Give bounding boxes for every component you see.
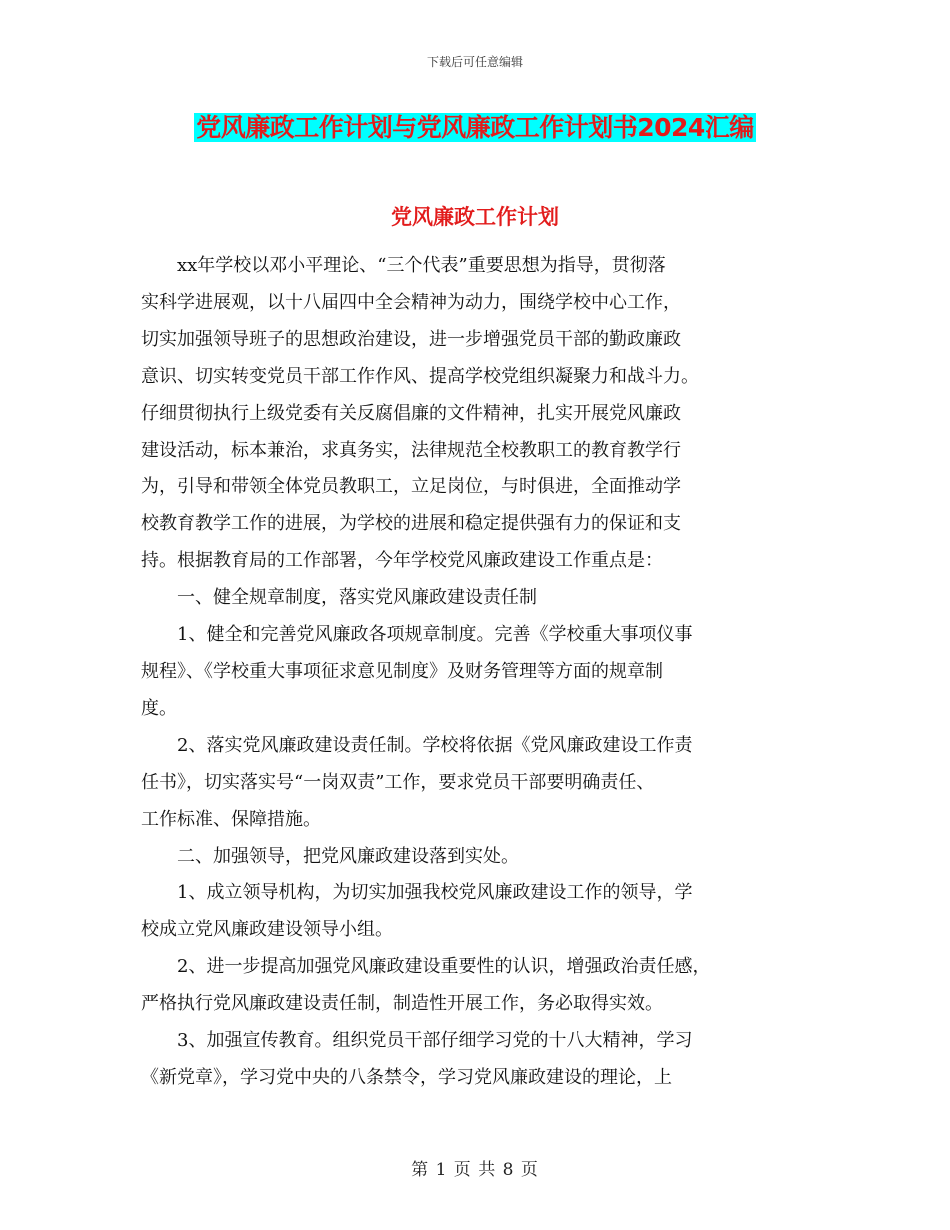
body-line: 校成立党风廉政建设领导小组。 [141,919,393,941]
body-line: 《新党章》，学习党中央的八条禁令，学习党风廉政建设的理论，上 [141,1066,672,1088]
document-title-text: 党风廉政工作计划与党风廉政工作计划书2024汇编 [196,113,754,142]
body-line: 工作标准、保障措施。 [141,808,321,830]
page-number: 第 1 页 共 8 页 [411,1160,539,1180]
body-line: 度。 [141,697,177,719]
body-line: 2、落实党风廉政建设责任制。学校将依据《党风廉政建设工作责 [141,734,693,756]
body-line: 持。根据教育局的工作部署，今年学校党风廉政建设工作重点是： [141,550,663,572]
document-title [0,110,950,146]
body-line: 规程》、《学校重大事项征求意见制度》及财务管理等方面的规章制 [141,660,663,682]
body-line: 1、健全和完善党风廉政各项规章制度。完善《学校重大事项仪事 [141,624,693,646]
body-line: 为，引导和带领全体党员教职工，立足岗位，与时俱进，全面推动学 [141,476,681,498]
body-line: 一、健全规章制度，落实党风廉政建设责任制 [141,587,537,609]
body-line: 切实加强领导班子的思想政治建设，进一步增强党员干部的勤政廉政 [141,328,681,350]
body-line: 实科学进展观，以十八届四中全会精神为动力，围绕学校中心工作， [141,291,681,313]
body-line: 校教育教学工作的进展，为学校的进展和稳定提供强有力的保证和支 [141,513,681,535]
section-title: 党风廉政工作计划 [391,205,559,229]
body-line: 任书》，切实落实号“一岗双责”工作，要求党员干部要明确责任、 [141,771,655,793]
body-line: 意识、切实转变党员干部工作作风、提高学校党组织凝聚力和战斗力。 [141,365,699,387]
body-line: 严格执行党风廉政建设责任制，制造性开展工作，务必取得实效。 [141,993,663,1015]
body-line: 二、加强领导，把党风廉政建设落到实处。 [141,845,519,867]
body-line: 2、进一步提高加强党风廉政建设重要性的认识，增强政治责任感， [141,956,711,978]
body-line: xx年学校以邓小平理论、“三个代表”重要思想为指导，贯彻落 [141,255,666,276]
body-line: 建设活动，标本兼治，求真务实，法律规范全校教职工的教育教学行 [141,439,681,461]
body-line: 仔细贯彻执行上级党委有关反腐倡廉的文件精神，扎实开展党风廉政 [141,402,681,424]
document-body [141,248,811,1097]
page-header: 下载后可任意编辑 [426,55,523,69]
body-line: 3、加强宣传教育。组织党员干部仔细学习党的十八大精神，学习 [141,1030,693,1052]
body-line: 1、成立领导机构，为切实加强我校党风廉政建设工作的领导，学 [141,882,693,904]
